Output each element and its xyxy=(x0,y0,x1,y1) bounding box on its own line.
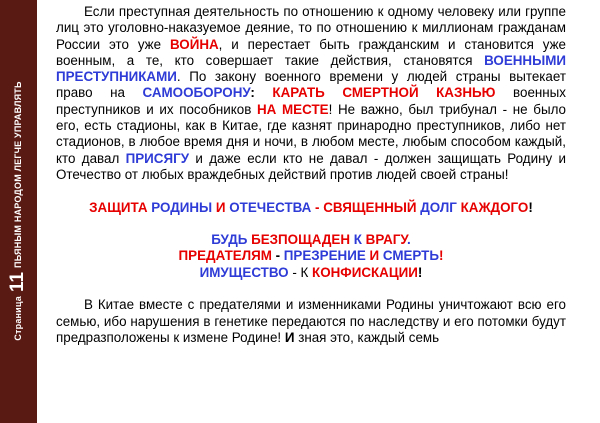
text-run: ОТЕЧЕСТВА xyxy=(229,199,312,215)
text-run: ВРАГУ xyxy=(365,232,407,248)
paragraph-1 xyxy=(56,4,566,183)
text-run: БУДЬ xyxy=(211,232,252,248)
text-run: ПРЕЗРЕНИЕ xyxy=(283,248,366,264)
highlight-war-criminals: ВОЕННЫМИ ПРЕСТУПНИКАМИ xyxy=(56,52,566,85)
text-run: : xyxy=(250,85,273,101)
text-run: , и перестает быть гражданским и становится уже военным, а те, кто совершает такие действия, становятся xyxy=(56,36,566,68)
highlight-on-spot: НА МЕСТЕ xyxy=(257,101,329,117)
spacer xyxy=(56,281,566,297)
text-run: зная это, каждый семь xyxy=(294,329,440,345)
text-run: ДОЛГ xyxy=(420,199,457,215)
text-run: - xyxy=(311,199,324,215)
text-run: - К xyxy=(288,264,313,280)
slogan-3 xyxy=(56,248,566,264)
text-run: И xyxy=(212,199,230,215)
text-run: В Китае вместе с предателями и изменниками Родины уничтожают всю его семью, ибо нарушения в генетике передаются по наследству и его потомки будут предразположены к измене Родине! xyxy=(56,297,566,345)
text-run: КОНФИСКАЦИИ xyxy=(312,264,418,280)
highlight-death-penalty: КАРАТЬ СМЕРТНОЙ КАЗНЬЮ xyxy=(272,85,496,101)
slogan-4 xyxy=(56,265,566,281)
text-run: СМЕРТЬ xyxy=(382,248,439,264)
text-run: ! xyxy=(438,248,444,264)
highlight-self-defense: САМООБОРОНУ xyxy=(142,85,251,101)
text-run: СВЯЩЕННЫЙ xyxy=(323,199,417,215)
text-run: ! xyxy=(528,199,533,215)
text-run: и даже если кто не давал - должен защищать Родину и Отечество от любых враждебных действий против людей своей страны! xyxy=(56,150,566,182)
page-number: 11 xyxy=(7,271,28,293)
page-content xyxy=(56,4,566,346)
text-run: КАЖДОГО xyxy=(460,199,529,215)
text-run: . xyxy=(407,232,411,248)
header-title: ПЬЯНЫМ НАРОДОМ ЛЕГЧЕ УПРАВЛЯТЬ xyxy=(13,81,23,268)
text-run: И xyxy=(365,248,383,264)
paragraph-2 xyxy=(56,297,566,346)
highlight-war: ВОЙНА xyxy=(169,36,219,52)
sidebar-caption xyxy=(7,81,29,340)
page-label: Страница xyxy=(13,296,23,341)
text-run: ИМУЩЕСТВО xyxy=(199,264,289,280)
text-run: ПРЕДАТЕЛЯМ xyxy=(178,248,272,264)
highlight-oath: ПРИСЯГУ xyxy=(125,150,190,166)
text-run: ! Не важно, был трибунал - не было его, есть стадионы, как в Китае, где казнят принародно преступников, либо нет стадионов, в любое время дня и ночи, в любом месте, любым способом каждый, кто давал xyxy=(56,101,566,166)
text-run: РОДИНЫ xyxy=(151,199,213,215)
text-run: К xyxy=(350,232,366,248)
spacer xyxy=(56,183,566,199)
text-run: Если преступная деятельность по отношению к одному человеку или группе лиц это уголовно-наказуемое деяние, то по отношению к миллионам гражданам России это уже xyxy=(56,4,566,52)
slogan-2 xyxy=(56,232,566,248)
text-run: военных преступников и их пособников xyxy=(56,85,567,117)
page-sidebar xyxy=(0,0,37,423)
text-run: - xyxy=(271,248,284,264)
text-run: ! xyxy=(417,264,423,280)
text-run: И xyxy=(284,329,295,345)
spacer xyxy=(56,216,566,232)
text-run: ЗАЩИТА xyxy=(89,199,152,215)
slogan-1 xyxy=(56,200,566,216)
text-run: БЕЗПОЩАДЕН xyxy=(251,232,351,248)
text-run: . По закону военного времени у людей страны вытекает право на xyxy=(56,69,566,101)
